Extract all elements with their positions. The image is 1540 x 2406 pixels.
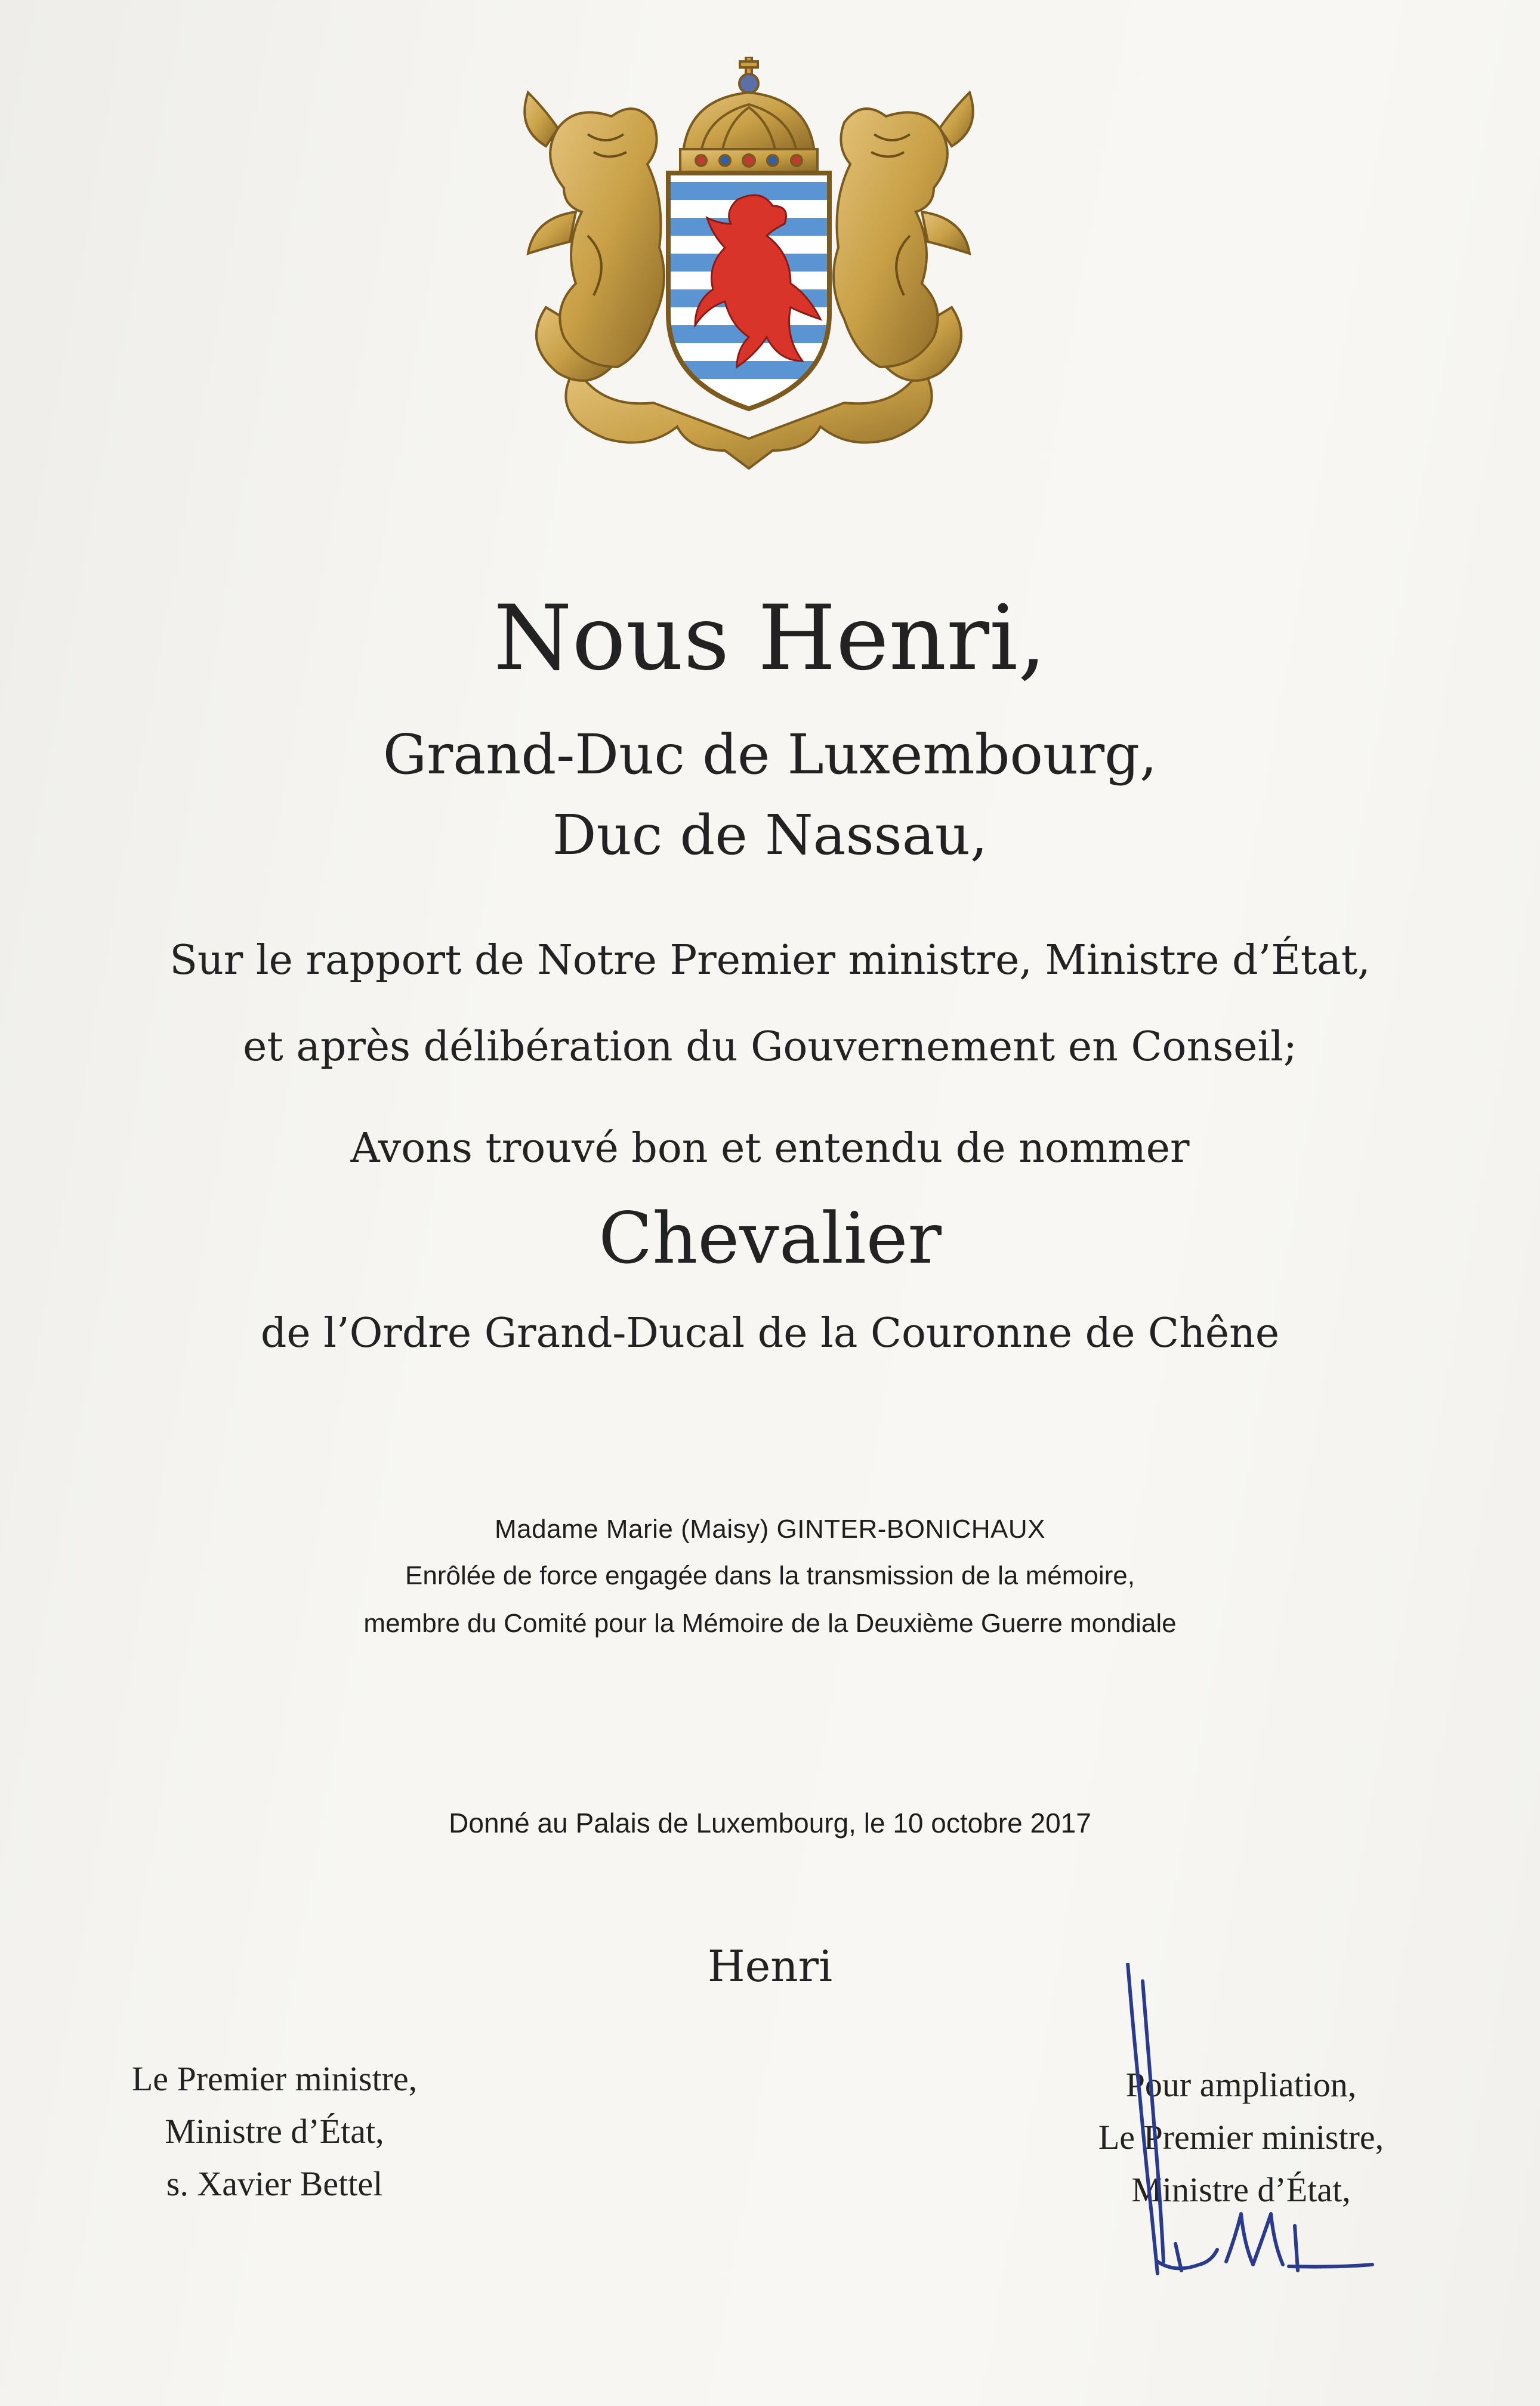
- title-line-1: Grand-Duc de Luxembourg,: [382, 723, 1158, 786]
- right-block-line-3: Ministre d’État,: [1131, 2170, 1351, 2209]
- left-block-line-2: Ministre d’État,: [165, 2112, 384, 2151]
- sovereign-heading: Nous Henri,: [493, 587, 1047, 690]
- left-signature-block: [107, 2053, 442, 2210]
- recipient-description-1: Enrôlée de force engagée dans la transmission de la mémoire,: [405, 1561, 1135, 1590]
- handwritten-signature-icon: [1098, 1963, 1396, 2297]
- left-block-line-3: s. Xavier Bettel: [166, 2164, 383, 2203]
- preamble-line-1: Sur le rapport de Notre Premier ministre, Ministre d’État,: [169, 937, 1371, 984]
- right-block-line-2: Le Premier ministre,: [1098, 2118, 1384, 2157]
- right-block-line-1: Pour ampliation,: [1125, 2065, 1357, 2104]
- title-line-2: Duc de Nassau,: [552, 803, 988, 867]
- coat-of-arms-icon: [510, 57, 987, 474]
- order-line: de l’Ordre Grand-Ducal de la Couronne de Chêne: [260, 1310, 1280, 1357]
- place-date: Donné au Palais de Luxembourg, le 10 octobre 2017: [449, 1807, 1091, 1839]
- left-block-line-1: Le Premier ministre,: [131, 2059, 418, 2098]
- preamble-line-2: et après délibération du Gouvernement en Conseil;: [243, 1023, 1297, 1071]
- recipient-name: Madame Marie (Maisy) GINTER-BONICHAUX: [494, 1514, 1046, 1544]
- recipient-description-2: membre du Comité pour la Mémoire de la Deuxième Guerre mondiale: [363, 1609, 1177, 1638]
- rank-title: Chevalier: [598, 1197, 942, 1279]
- decision-line: Avons trouvé bon et entendu de nommer: [350, 1125, 1190, 1172]
- signed-by: Henri: [707, 1941, 833, 1991]
